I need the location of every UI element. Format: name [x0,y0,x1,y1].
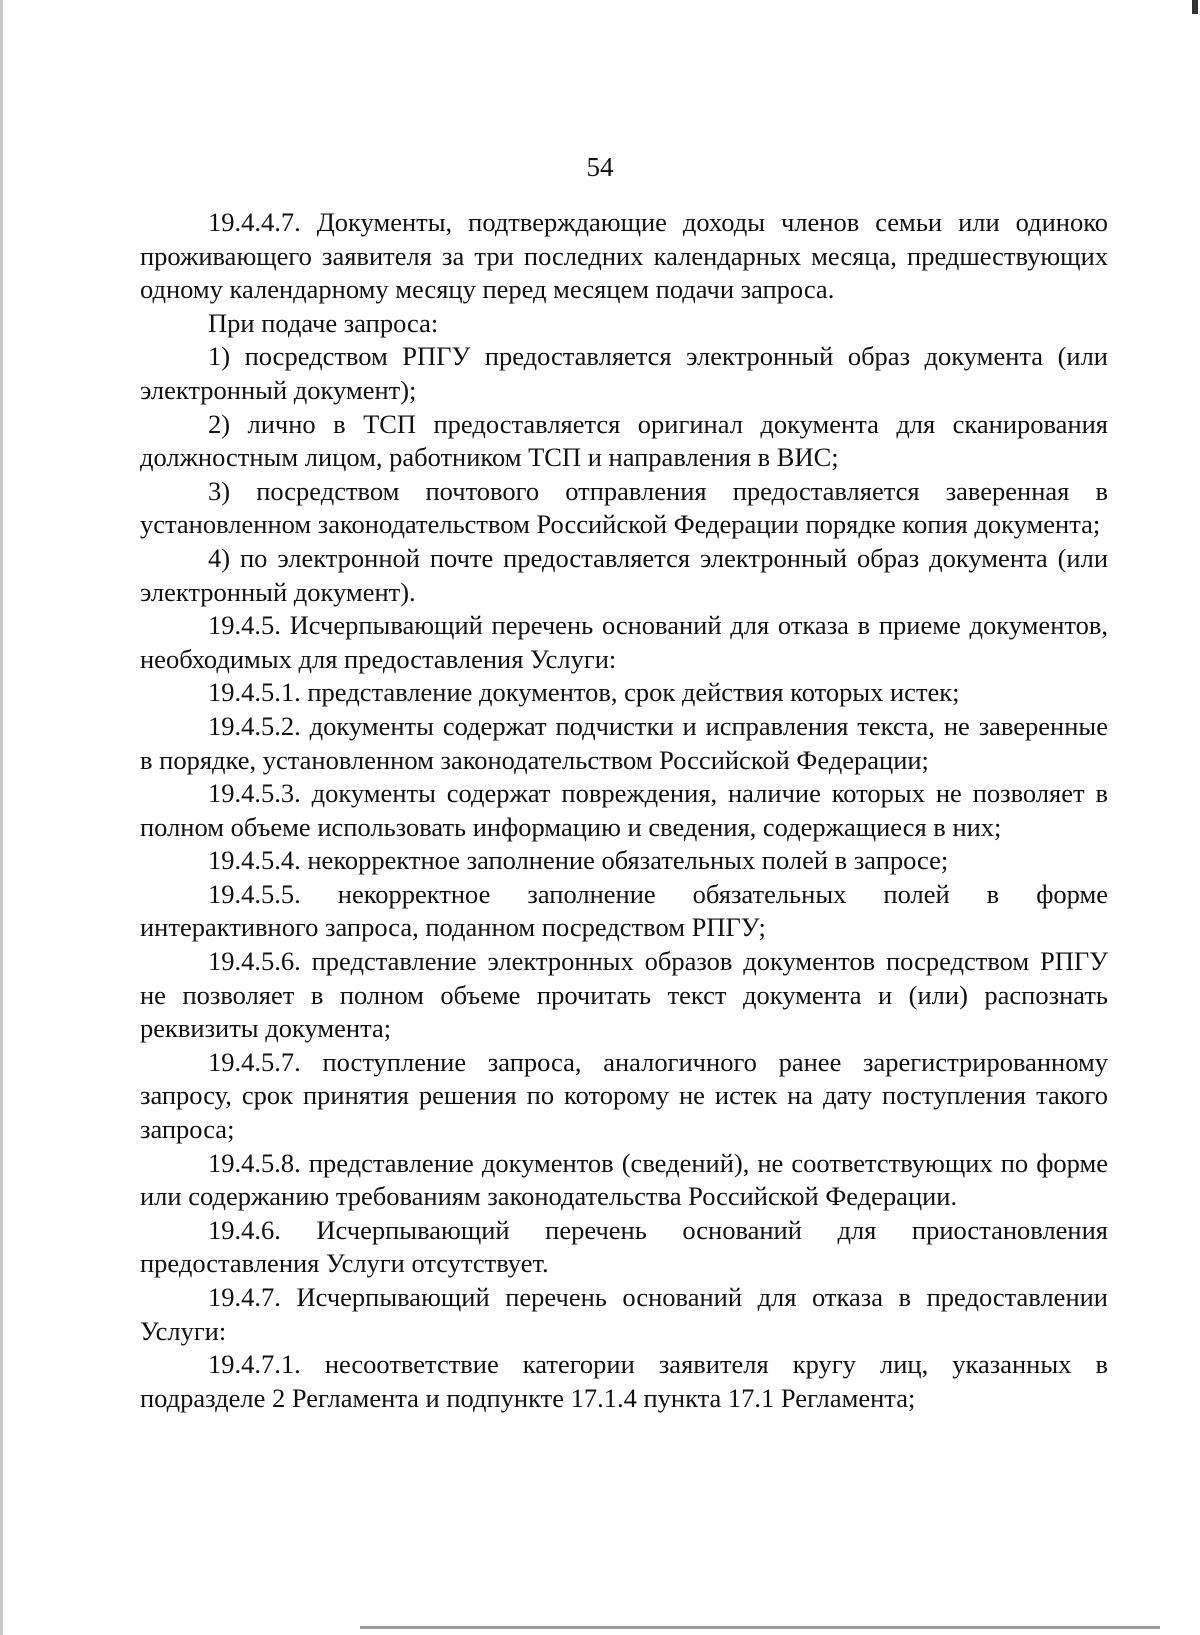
paragraph: При подаче запроса: [208,307,439,338]
list-item: 19.4.5.2. документы содержат подчистки и исправления текста, не заверенные в порядке, установленном законодательством Российской Федерации; [140,710,1108,775]
list-item: 19.4.5.7. поступление запроса, аналогичного ранее зарегистрированному запросу, срок принятия решения по которому не истек на дату поступления такого запроса; [140,1046,1108,1145]
scan-mark-top-right [1192,0,1198,14]
page-number: 54 [586,152,614,182]
list-item: 19.4.5.4. некорректное заполнение обязательных полей в запросе; [208,845,949,876]
list-item: 19.4.5.5. некорректное заполнение обязательных полей в форме интерактивного запроса, поданном посредством РПГУ; [140,878,1108,943]
list-item: 19.4.5.6. представление электронных образов документов посредством РПГУ не позволяет в полном объеме прочитать текст документа и (или) распознать реквизиты документа; [140,946,1108,1044]
paragraph: 19.4.7. Исчерпывающий перечень оснований для отказа в предоставлении Услуги: [140,1282,1108,1346]
list-item: 19.4.5.8. представление документов (сведений), не соответствующих по форме или содержанию требованиям законодательства Российской Федерации. [140,1147,1108,1212]
scan-edge-left [0,0,3,1635]
list-item: 19.4.5.3. документы содержат повреждения, наличие которых не позволяет в полном объеме использовать информацию и сведения, содержащиеся в них; [140,778,1108,842]
list-item: 19.4.7.1. несоответствие категории заявителя кругу лиц, указанных в подразделе 2 Регламента и подпункте 17.1.4 пункта 17.1 Регламента; [140,1349,1108,1413]
document-body [140,206,1108,1415]
list-item: 2) лично в ТСП предоставляется оригинал документа для сканирования должностным лицом, работником ТСП и направления в ВИС; [140,408,1108,473]
paragraph: 19.4.5. Исчерпывающий перечень оснований для отказа в приеме документов, необходимых для предоставления Услуги: [140,610,1108,674]
paragraph: 19.4.4.7. Документы, подтверждающие доходы членов семьи или одиноко проживающего заявителя за три последних календарных месяца, предшествующих одному календарному месяцу перед месяцем подачи запроса. [140,207,1108,305]
paragraph: 19.4.6. Исчерпывающий перечень оснований для приостановления предоставления Услуги отсутствует. [140,1214,1108,1279]
list-item: 3) посредством почтового отправления предоставляется заверенная в установленном законодательством Российской Федерации порядке копия документа; [140,475,1108,540]
list-item: 4) по электронной почте предоставляется электронный образ документа (или электронный документ). [140,542,1108,607]
list-item: 1) посредством РПГУ предоставляется электронный образ документа (или электронный документ); [140,341,1108,405]
list-item: 19.4.5.1. представление документов, срок действия которых истек; [208,677,960,708]
scan-edge-bottom [360,1626,1160,1629]
